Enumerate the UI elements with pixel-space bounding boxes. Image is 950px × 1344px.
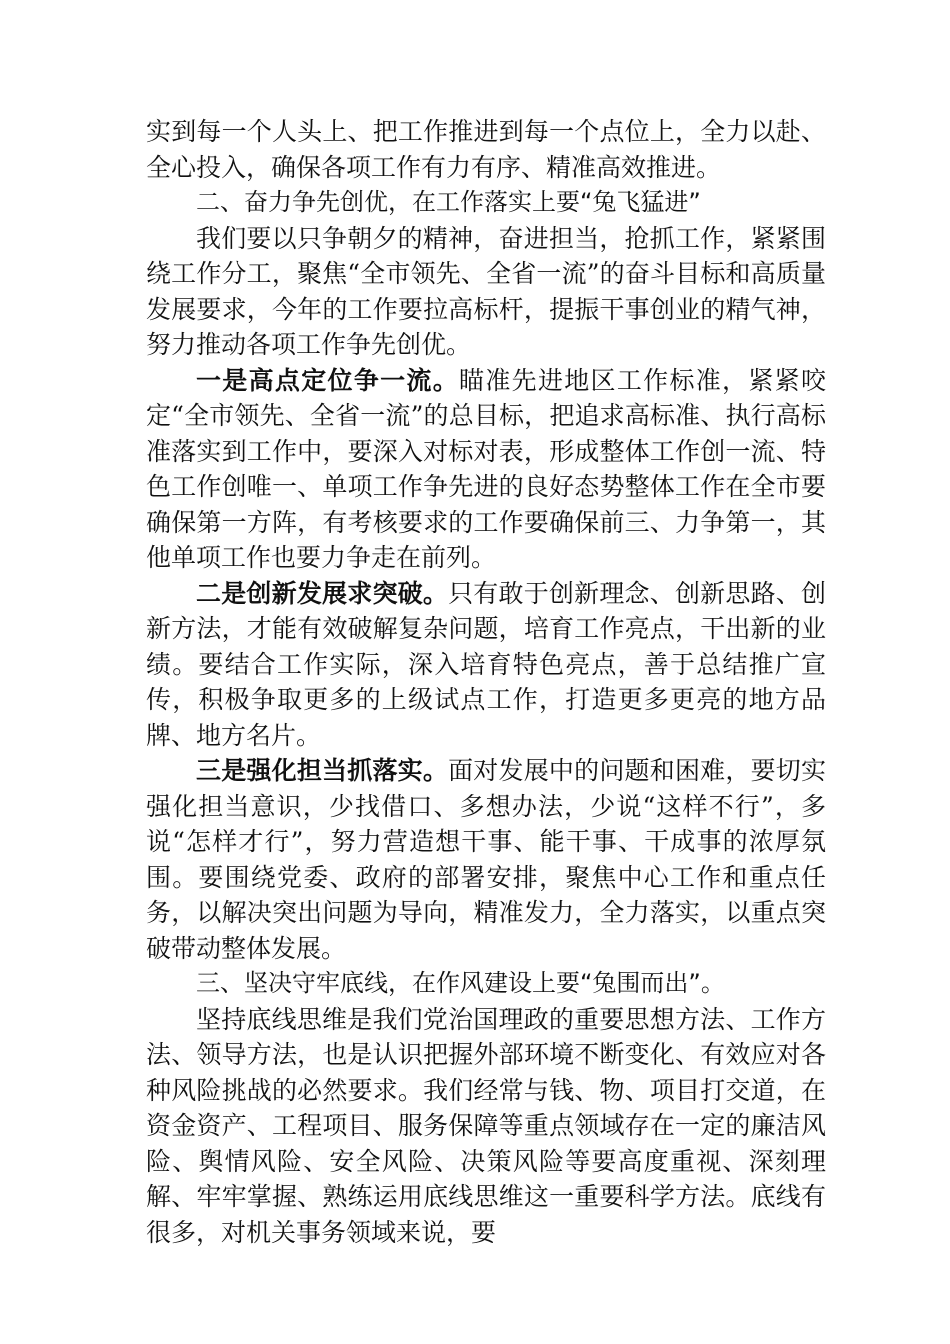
point-paragraph-1	[146, 363, 826, 576]
point-paragraph-2	[146, 576, 826, 754]
point-text: 瞄准先进地区工作标准，紧紧咬定“全市领先、全省一流”的总目标，把追求高标准、执行高标准落实到工作中，要深入对标对表，形成整体工作创一流、特色工作创唯一、单项工作争先进的良好态势整体工作在全市要确保第一方阵，有考核要求的工作要确保前三、力争第一，其他单项工作也要力争走在前列。	[146, 365, 826, 572]
body-paragraph: 我们要以只争朝夕的精神，奋进担当，抢抓工作，紧紧围绕工作分工，聚焦“全市领先、全省一流”的奋斗目标和高质量发展要求，今年的工作要拉高标杆，提振干事创业的精气神，努力推动各项工作争先创优。	[146, 223, 826, 359]
body-paragraph: 坚持底线思维是我们党治国理政的重要思想方法、工作方法、领导方法，也是认识把握外部环境不断变化、有效应对各种风险挑战的必然要求。我们经常与钱、物、项目打交道，在资金资产、工程项目、服务保障等重点领域存在一定的廉洁风险、舆情风险、安全风险、决策风险等要高度重视、深刻理解、牢牢掌握、熟练运用底线思维这一重要科学方法。底线有很多，对机关事务领域来说，要	[146, 1004, 826, 1247]
section-heading-3: 三、坚决守牢底线，在作风建设上要“兔围而出”。	[196, 969, 725, 997]
point-lead: 二是创新发展求突破。	[196, 578, 449, 608]
section-heading-2: 二、奋力争先创优，在工作落实上要“兔飞猛进”	[196, 188, 701, 216]
point-paragraph-3	[146, 753, 826, 966]
document-page	[146, 114, 826, 1250]
point-text: 只有敢于创新理念、创新思路、创新方法，才能有效破解复杂问题，培育工作亮点，干出新的业绩。要结合工作实际，深入培育特色亮点，善于总结推广宣传，积极争取更多的上级试点工作，打造更多更亮的地方品牌、地方名片。	[146, 578, 826, 750]
point-lead: 三是强化担当抓落实。	[196, 756, 449, 785]
point-text: 面对发展中的问题和困难，要切实强化担当意识，少找借口、多想办法，少说“这样不行”，多说“怎样才行”，努力营造想干事、能干事、干成事的浓厚氛围。要围绕党委、政府的部署安排，聚焦中心工作和重点任务，以解决突出问题为导向，精准发力，全力落实，以重点突破带动整体发展。	[146, 756, 826, 963]
point-lead: 一是高点定位争一流。	[196, 365, 460, 395]
body-paragraph-continued: 实到每一个人头上、把工作推进到每一个点位上，全力以赴、全心投入，确保各项工作有力有序、精准高效推进。	[146, 117, 826, 182]
